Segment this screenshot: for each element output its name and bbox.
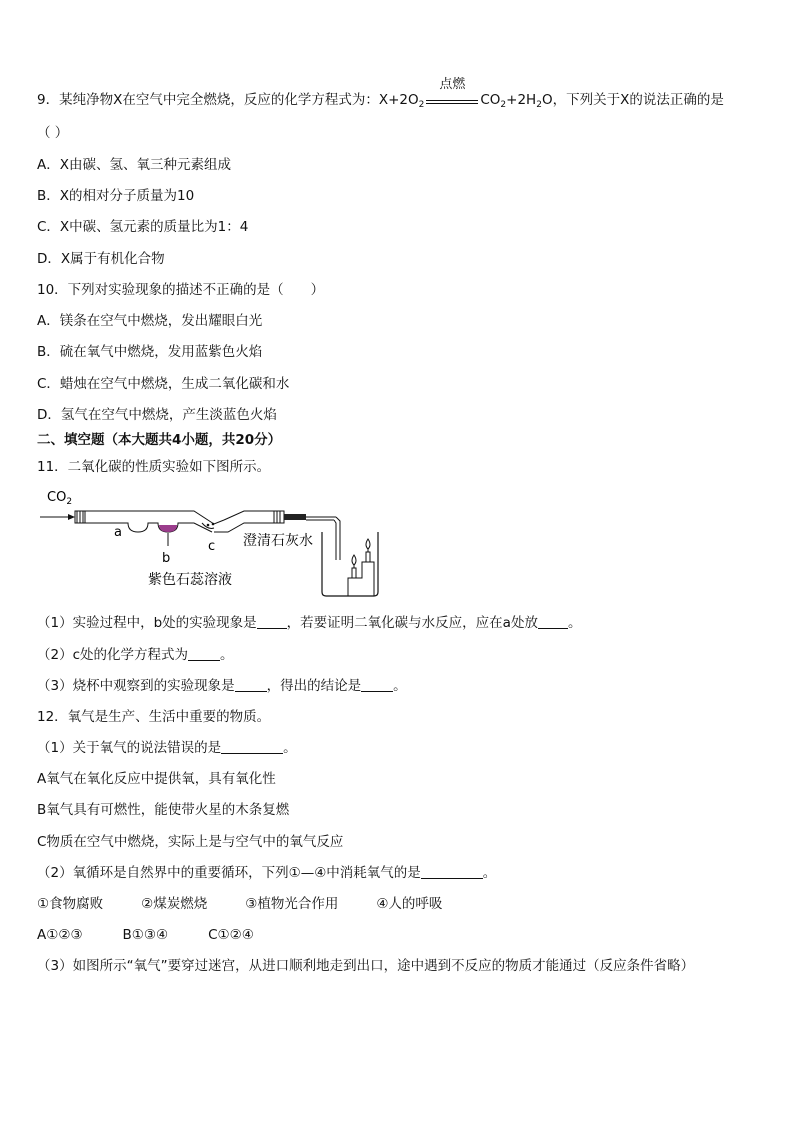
- q9-stem-part: O，下列关于X的说法正确的是: [541, 92, 724, 108]
- upper-candle: [366, 552, 370, 562]
- q9-stem: [37, 77, 724, 110]
- lower-candle: [352, 568, 356, 578]
- label-b: b: [162, 551, 171, 566]
- q9-paren: （ ）: [37, 125, 69, 141]
- label-litmus: 紫色石蕊溶液: [148, 572, 232, 588]
- answer-blank[interactable]: [538, 615, 568, 629]
- h2o-subscript: 2: [536, 100, 542, 110]
- q9-option-d: D．X属于有机化合物: [37, 251, 165, 267]
- q12-stem: 12．氧气是生产、生活中重要的物质。: [37, 709, 271, 725]
- answer-blank[interactable]: [421, 865, 483, 879]
- label-limewater: 澄清石灰水: [243, 533, 313, 549]
- choice-c: C①②④: [208, 927, 254, 943]
- answer-blank[interactable]: [188, 647, 220, 661]
- co2-experiment-diagram: [38, 484, 398, 602]
- answer-blank[interactable]: [221, 740, 283, 754]
- answer-blank[interactable]: [235, 678, 267, 692]
- q9-stem-part: 9．某纯净物X在空气中完全燃烧，反应的化学方程式为：X+2O: [37, 92, 419, 108]
- choice-a: A①②③: [37, 927, 83, 943]
- item-3: ③植物光合作用: [245, 896, 339, 912]
- q9-option-c: C．X中碳、氢元素的质量比为1：4: [37, 219, 249, 235]
- right-stopper: [274, 511, 284, 523]
- equals-bar: [426, 100, 478, 104]
- step-stand: [348, 562, 374, 596]
- q9-option-b: B．X的相对分子质量为10: [37, 188, 195, 204]
- glass-tube-top: [85, 511, 224, 524]
- q12-p2-items: [37, 895, 442, 913]
- rubber-tube: [284, 514, 306, 520]
- q12-part1: （1）关于氧气的说法错误的是 。: [37, 740, 297, 756]
- q10-option-b: B．硫在氧气中燃烧，发用蓝紫色火焰: [37, 344, 263, 360]
- q9-option-a: A．X由碳、氢、氧三种元素组成: [37, 157, 231, 173]
- glass-tube-bottom: [85, 523, 212, 532]
- label-c: c: [208, 539, 216, 554]
- choice-b: B①③④: [122, 927, 169, 943]
- q10-option-d: D．氢气在空气中燃烧，产生淡蓝色火焰: [37, 407, 277, 423]
- answer-blank[interactable]: [257, 615, 287, 629]
- section-heading: 二、填空题（本大题共4小题，共20分）: [37, 432, 282, 448]
- o2-subscript: 2: [418, 100, 425, 110]
- q9-stem-part: +2H: [506, 92, 537, 108]
- q9-stem-part: CO: [480, 92, 501, 108]
- q12-p1-option-a: A氧气在氧化反应中提供氧，具有氧化性: [37, 771, 276, 787]
- co2-subscript: 2: [500, 100, 507, 110]
- item-4: ④人的呼吸: [376, 896, 443, 912]
- q12-p1-option-c: C物质在空气中燃烧，实际上是与空气中的氧气反应: [37, 834, 344, 850]
- reaction-arrow: [424, 77, 480, 107]
- q10-stem: 10．下列对实验现象的描述不正确的是（ ）: [37, 282, 325, 298]
- q12-p2-choices: [37, 926, 254, 944]
- answer-blank[interactable]: [361, 678, 393, 692]
- q11-part2: （2）c处的化学方程式为 。: [37, 647, 234, 663]
- q11-part1: （1）实验过程中，b处的实验现象是 ，若要证明二氧化碳与水反应，应在a处放 。: [37, 615, 582, 631]
- label-a: a: [114, 525, 122, 540]
- q12-part2: （2）氧循环是自然界中的重要循环，下列①—④中消耗氧气的是 。: [37, 865, 497, 881]
- item-2: ②煤炭燃烧: [141, 896, 208, 912]
- q10-option-a: A．镁条在空气中燃烧，发出耀眼白光: [37, 313, 263, 329]
- q12-part3: （3）如图所示“氧气”要穿过迷宫，从进口顺利地走到出口，途中遇到不反应的物质才能通过（反应条件省略）: [37, 958, 695, 974]
- q10-option-c: C．蜡烛在空气中燃烧，生成二氧化碳和水: [37, 376, 290, 392]
- arrow-head: [68, 514, 75, 520]
- q11-stem: 11．二氧化碳的性质实验如下图所示。: [37, 459, 271, 475]
- co2-label: $CO_2$: [47, 490, 73, 507]
- reaction-condition: 点燃: [439, 77, 466, 92]
- q11-part3: （3）烧杯中观察到的实验现象是 ，得出的结论是 。: [37, 678, 407, 694]
- q12-p1-option-b: B氧气具有可燃性，能使带火星的木条复燃: [37, 802, 290, 818]
- item-1: ①食物腐败: [37, 896, 104, 912]
